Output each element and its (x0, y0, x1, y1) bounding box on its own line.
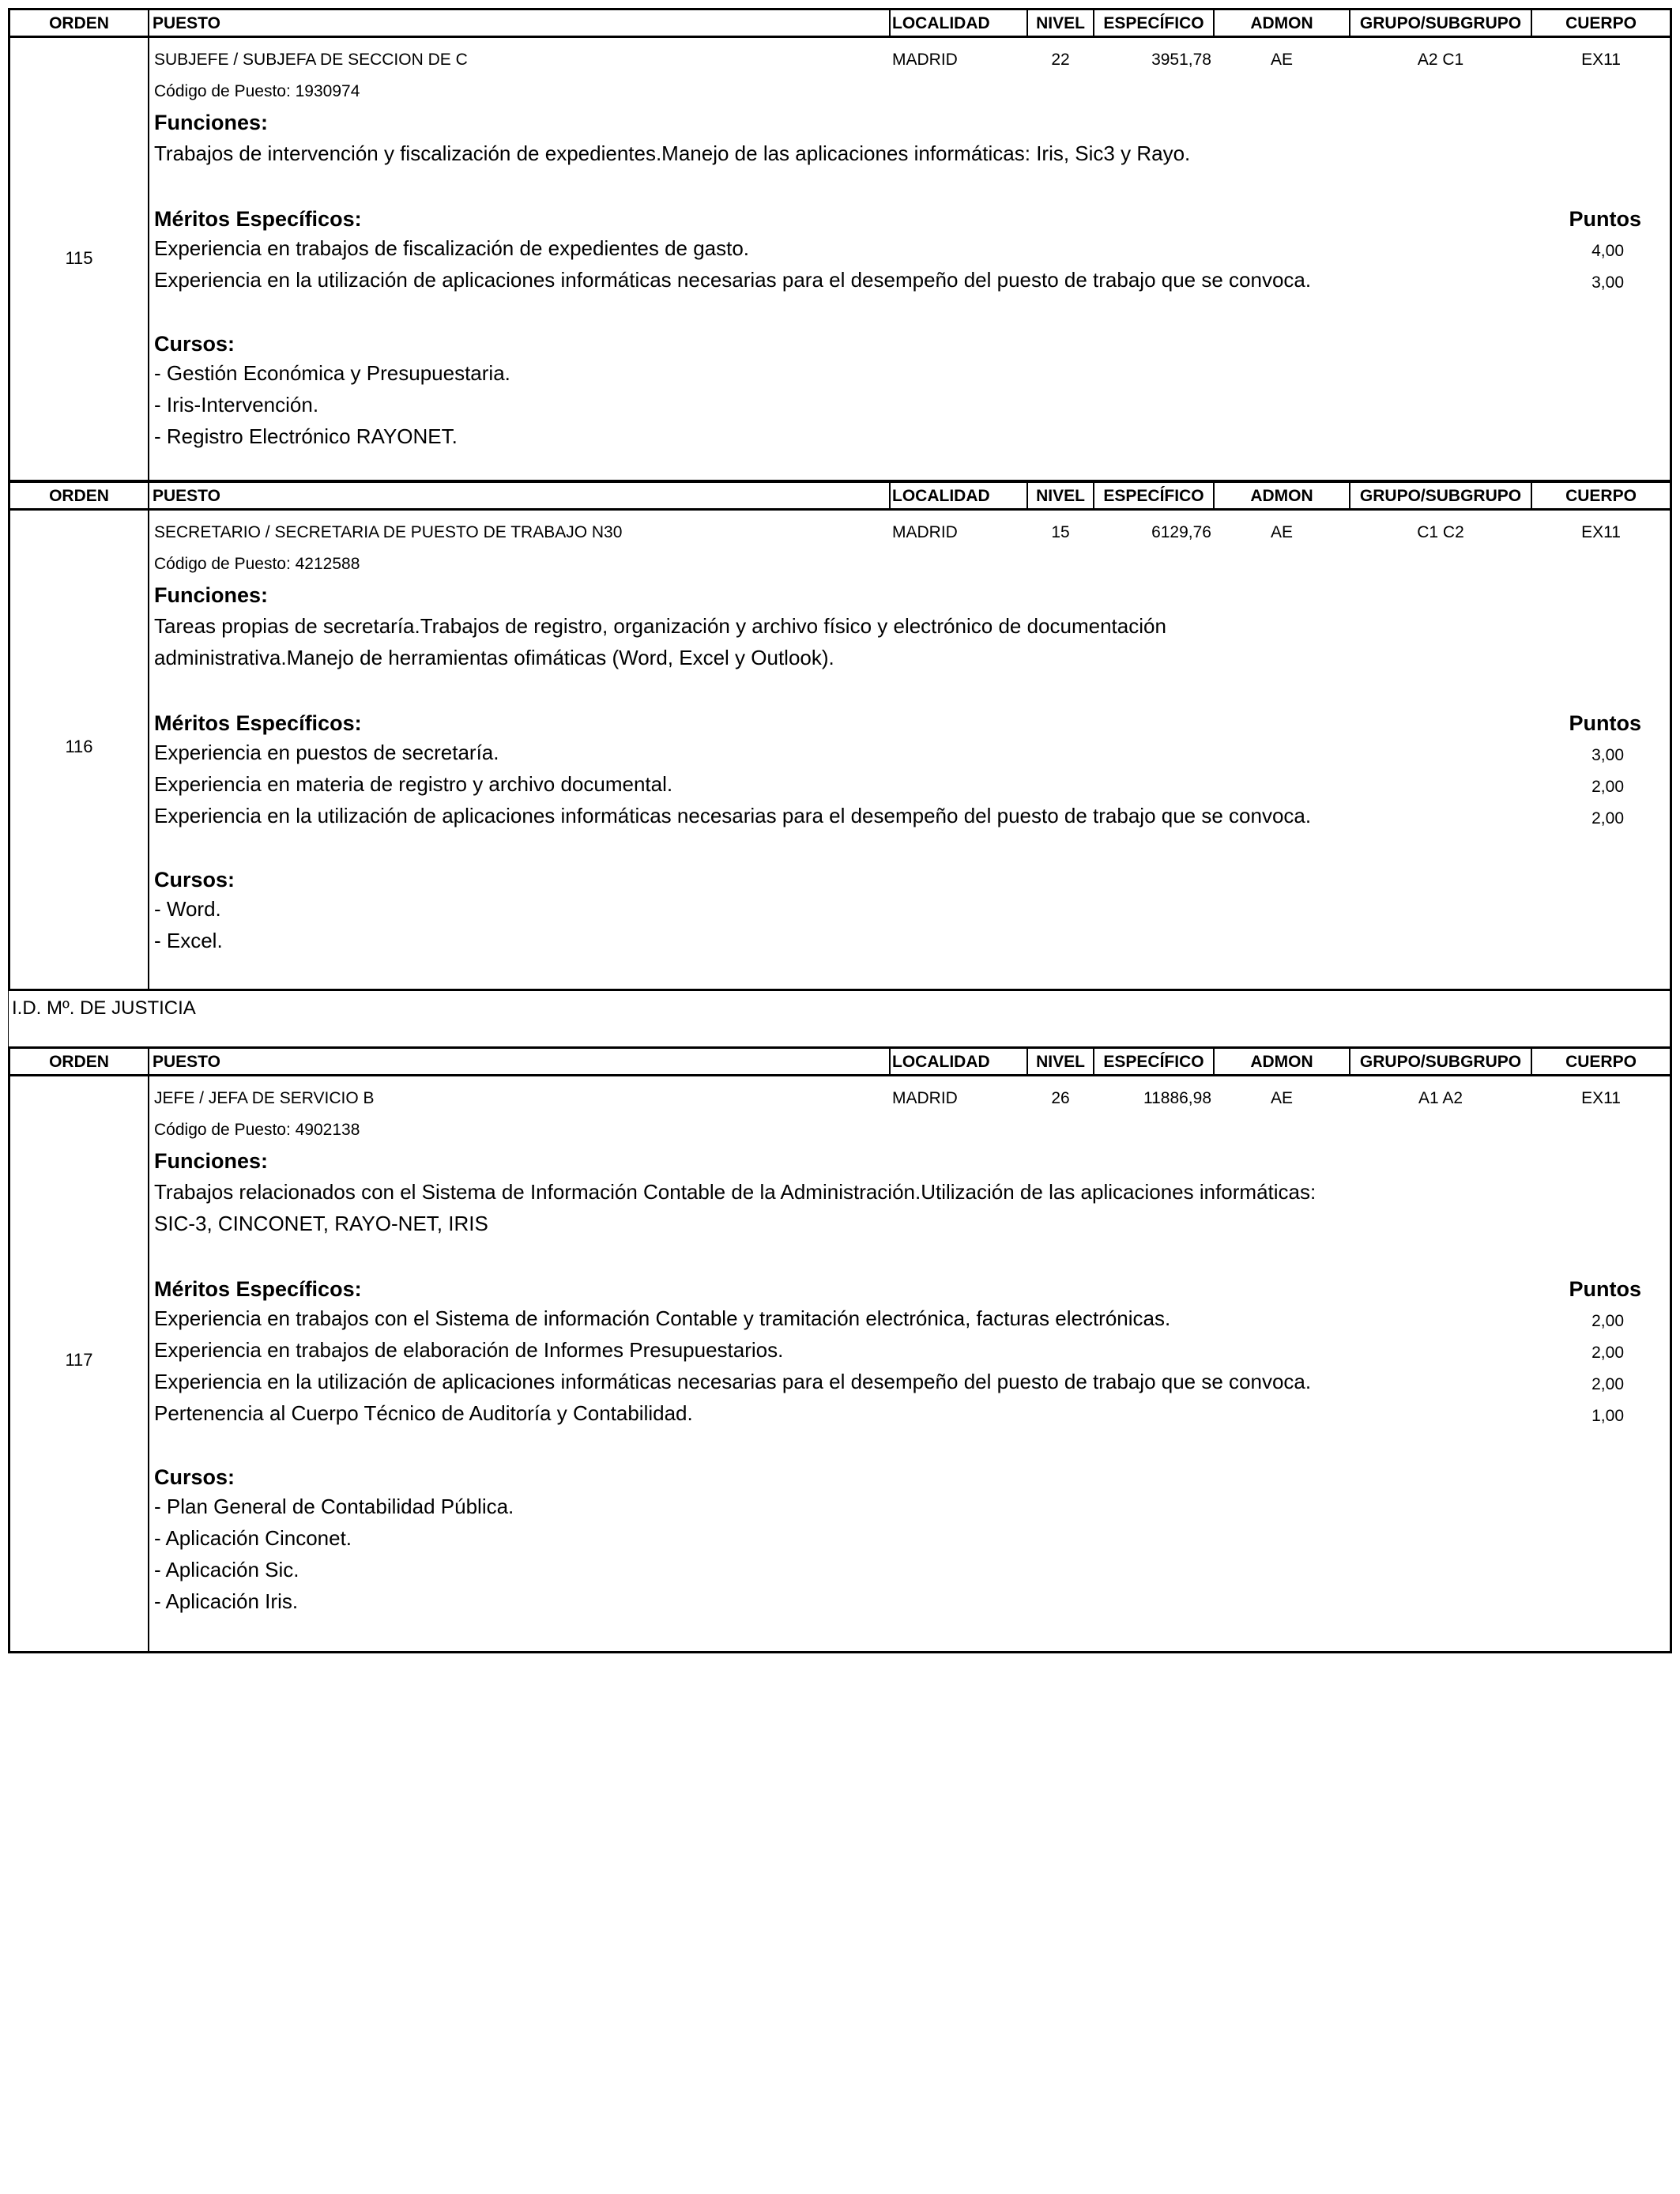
table-header (8, 481, 1672, 511)
header-orden: ORDEN (49, 1053, 109, 1071)
especifico-value: 11886,98 (1143, 1089, 1211, 1107)
grupo-value: A2 C1 (1417, 51, 1464, 69)
cursos-heading: Cursos: (154, 1465, 235, 1489)
codigo-puesto: Código de Puesto: 4902138 (154, 1121, 360, 1139)
cuerpo-value: EX11 (1581, 51, 1621, 69)
merito-puntos: 2,00 (1591, 1375, 1624, 1393)
meritos-heading: Méritos Específicos: (154, 207, 362, 231)
orden-value: 116 (65, 737, 93, 756)
header-admon: ADMON (1250, 487, 1313, 505)
grupo-value: C1 C2 (1417, 523, 1464, 541)
post-row (8, 38, 1672, 482)
header-especifico: ESPECÍFICO (1103, 14, 1204, 32)
meritos-heading: Méritos Específicos: (154, 711, 362, 735)
admon-value: AE (1270, 51, 1293, 69)
funciones-heading: Funciones: (154, 1149, 269, 1173)
merito-puntos: 2,00 (1591, 1344, 1624, 1362)
puesto-value: JEFE / JEFA DE SERVICIO B (154, 1089, 375, 1107)
merito-text: Experiencia en la utilización de aplicaciones informáticas necesarias para el desempeño del puesto de trabajo que se convoca. (154, 804, 1312, 827)
header-orden: ORDEN (49, 14, 109, 32)
header-nivel: NIVEL (1036, 1053, 1085, 1071)
nivel-value: 15 (1051, 523, 1070, 541)
localidad-value: MADRID (892, 1089, 958, 1107)
funciones-heading: Funciones: (154, 583, 269, 607)
merito-text: Experiencia en la utilización de aplicaciones informáticas necesarias para el desempeño del puesto de trabajo que se convoca. (154, 268, 1312, 292)
merito-text: Experiencia en puestos de secretaría. (154, 741, 499, 764)
header-puesto: PUESTO (153, 487, 220, 505)
header-grupo: GRUPO/SUBGRUPO (1359, 1053, 1522, 1071)
curso-item: - Aplicación Cinconet. (154, 1526, 352, 1550)
header-grupo: GRUPO/SUBGRUPO (1359, 14, 1522, 32)
cuerpo-value: EX11 (1581, 523, 1621, 541)
cuerpo-value: EX11 (1581, 1089, 1621, 1107)
curso-item: - Word. (154, 897, 221, 921)
admon-value: AE (1270, 1089, 1293, 1107)
header-grupo: GRUPO/SUBGRUPO (1359, 487, 1522, 505)
nivel-value: 26 (1051, 1089, 1070, 1107)
merito-puntos: 2,00 (1591, 809, 1624, 827)
header-cuerpo: CUERPO (1565, 1053, 1637, 1071)
merito-text: Experiencia en materia de registro y archivo documental. (154, 772, 673, 796)
cursos-heading: Cursos: (154, 332, 235, 356)
header-localidad: LOCALIDAD (892, 14, 990, 32)
orden-value: 115 (65, 248, 93, 268)
merito-puntos: 2,00 (1591, 1312, 1624, 1330)
cursos-heading: Cursos: (154, 868, 235, 892)
header-admon: ADMON (1250, 1053, 1313, 1071)
merito-text: Pertenencia al Cuerpo Técnico de Auditoría y Contabilidad. (154, 1401, 693, 1425)
header-localidad: LOCALIDAD (892, 487, 990, 505)
header-nivel: NIVEL (1036, 487, 1085, 505)
meritos-heading: Méritos Específicos: (154, 1277, 362, 1301)
localidad-value: MADRID (892, 523, 958, 541)
funciones-heading: Funciones: (154, 111, 269, 134)
grupo-value: A1 A2 (1418, 1089, 1463, 1107)
merito-puntos: 4,00 (1591, 242, 1624, 260)
header-cuerpo: CUERPO (1565, 487, 1637, 505)
header-orden: ORDEN (49, 487, 109, 505)
puntos-heading: Puntos (1569, 711, 1641, 735)
table-header (8, 1046, 1672, 1076)
merito-puntos: 1,00 (1591, 1407, 1624, 1425)
localidad-value: MADRID (892, 51, 958, 69)
curso-item: - Registro Electrónico RAYONET. (154, 424, 458, 448)
curso-item: - Aplicación Sic. (154, 1558, 299, 1581)
puntos-heading: Puntos (1569, 207, 1641, 231)
especifico-value: 3951,78 (1151, 51, 1211, 69)
funciones-line: Trabajos relacionados con el Sistema de Información Contable de la Administración.Utilización de las aplicaciones informáticas: (154, 1180, 1317, 1204)
header-cuerpo: CUERPO (1565, 14, 1637, 32)
section-title-row (8, 991, 1672, 1054)
funciones-line: Tareas propias de secretaría.Trabajos de registro, organización y archivo físico y electrónico de documentación (154, 614, 1166, 638)
section-title: I.D. Mº. DE JUSTICIA (12, 997, 196, 1019)
admon-value: AE (1270, 523, 1293, 541)
header-puesto: PUESTO (153, 14, 220, 32)
codigo-puesto: Código de Puesto: 1930974 (154, 82, 360, 100)
funciones-line: administrativa.Manejo de herramientas ofimáticas (Word, Excel y Outlook). (154, 646, 834, 669)
orden-value: 117 (65, 1350, 93, 1370)
table-header (8, 8, 1672, 38)
header-puesto: PUESTO (153, 1053, 220, 1071)
header-nivel: NIVEL (1036, 14, 1085, 32)
curso-item: - Iris-Intervención. (154, 393, 319, 417)
post-row (8, 511, 1672, 991)
header-admon: ADMON (1250, 14, 1313, 32)
merito-text: Experiencia en la utilización de aplicaciones informáticas necesarias para el desempeño del puesto de trabajo que se convoca. (154, 1370, 1312, 1393)
merito-puntos: 3,00 (1591, 746, 1624, 764)
funciones-line: Trabajos de intervención y fiscalización de expedientes.Manejo de las aplicaciones informáticas: Iris, Sic3 y Rayo. (154, 141, 1191, 165)
curso-item: - Gestión Económica y Presupuestaria. (154, 361, 510, 385)
curso-item: - Aplicación Iris. (154, 1589, 299, 1613)
header-especifico: ESPECÍFICO (1103, 1053, 1204, 1071)
puntos-heading: Puntos (1569, 1277, 1641, 1301)
nivel-value: 22 (1051, 51, 1070, 69)
merito-text: Experiencia en trabajos de elaboración de Informes Presupuestarios. (154, 1338, 784, 1362)
funciones-line: SIC-3, CINCONET, RAYO-NET, IRIS (154, 1212, 488, 1235)
merito-puntos: 3,00 (1591, 273, 1624, 292)
codigo-puesto: Código de Puesto: 4212588 (154, 555, 360, 573)
merito-text: Experiencia en trabajos con el Sistema de información Contable y tramitación electrónica, facturas electrónicas. (154, 1306, 1171, 1330)
curso-item: - Plan General de Contabilidad Pública. (154, 1495, 514, 1518)
puesto-value: SUBJEFE / SUBJEFA DE SECCION DE C (154, 51, 468, 69)
post-row (8, 1076, 1672, 1653)
header-especifico: ESPECÍFICO (1103, 487, 1204, 505)
puesto-value: SECRETARIO / SECRETARIA DE PUESTO DE TRABAJO N30 (154, 523, 623, 541)
curso-item: - Excel. (154, 929, 223, 952)
especifico-value: 6129,76 (1151, 523, 1211, 541)
merito-puntos: 2,00 (1591, 778, 1624, 796)
merito-text: Experiencia en trabajos de fiscalización de expedientes de gasto. (154, 236, 750, 260)
header-localidad: LOCALIDAD (892, 1053, 990, 1071)
